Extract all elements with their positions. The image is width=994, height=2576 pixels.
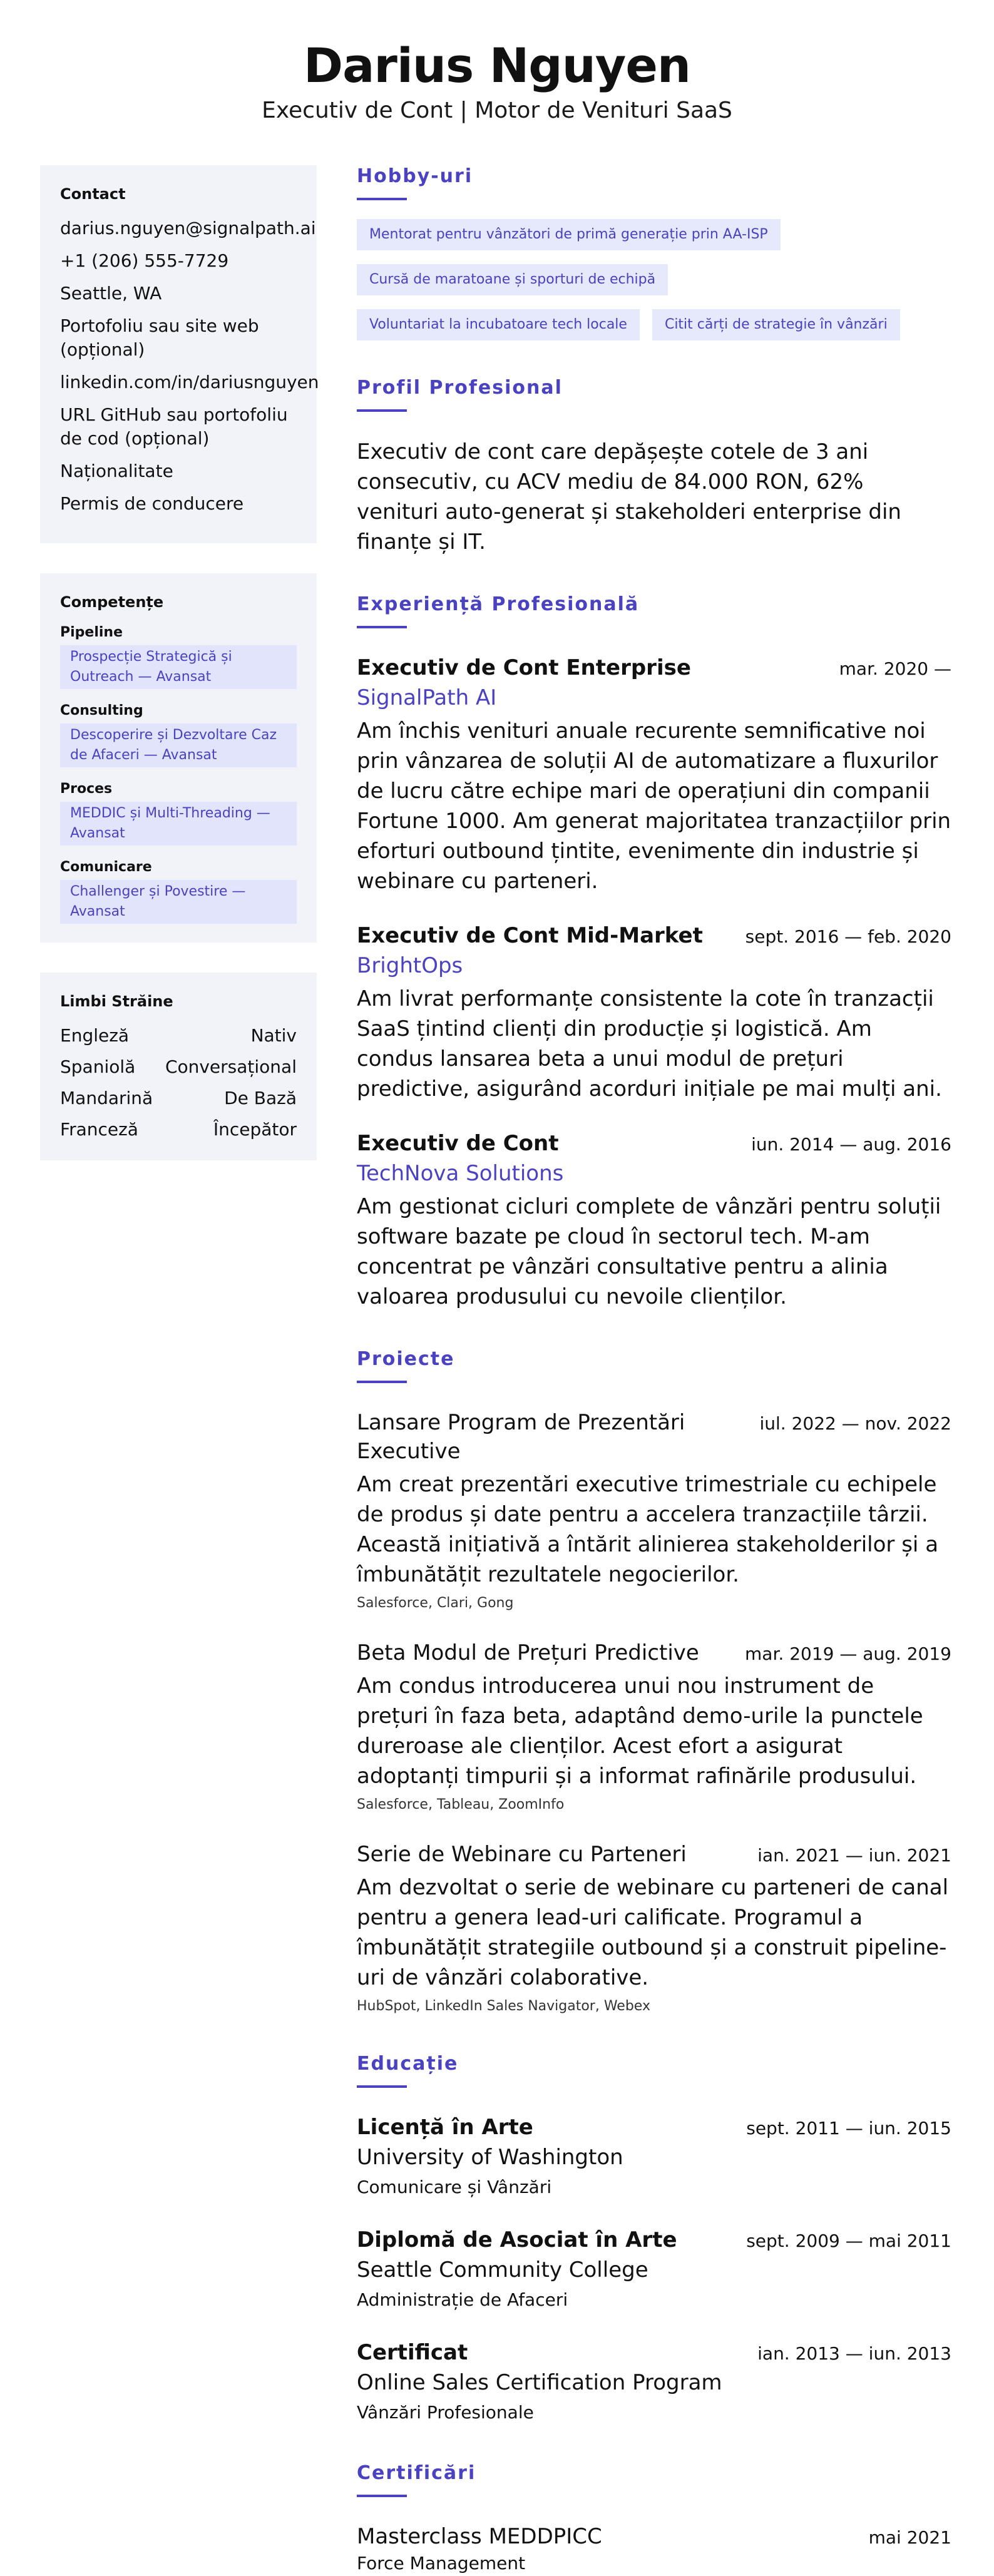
languages-title: Limbi Străine [60,993,173,1010]
language-level: Conversațional [165,1056,297,1077]
project-entry [357,1638,951,1815]
project-entry [357,1408,951,1613]
language-level: De Bază [224,1088,297,1108]
sidebar [40,165,317,1190]
language-name: Spaniolă [60,1056,136,1077]
project-dates: mar. 2019 — aug. 2019 [745,1643,951,1664]
contact-nationality: Naționalitate [60,461,173,481]
hobby-chip: Citit cărți de strategie în vânzări [652,309,900,340]
resume-header [0,38,994,126]
section-title: Educație [357,2053,459,2075]
study-field: Vânzări Profesionale [357,2402,534,2423]
contact-box [40,165,317,543]
certification-date: mai 2021 [868,2527,951,2548]
project-dates: ian. 2021 — iun. 2021 [757,1845,951,1866]
entry-header [357,1638,951,1667]
contact-github[interactable]: URL GitHub sau portofoliu de cod (opțional) [60,404,288,449]
experience-section [357,592,951,1312]
headline: Executiv de Cont | Motor de Venituri SaaS [262,98,732,123]
job-description: Am livrat performanțe consistente la cote în tranzacții SaaS țintind clienți din producție și logistică. Am condus lansarea beta a unui modul de prețuri predictive, asigurând acorduri inițiale pe mai mulți ani. [357,986,942,1101]
hobby-chip: Voluntariat la incubatoare tech locale [357,309,640,340]
project-description: Am creat prezentări executive trimestriale cu echipele de produs și date pentru a accelera tranzacțiile târzii. Această inițiativă a întărit alinierea stakeholderilor și a îmbunătățit rezultatele negocierilor. [357,1472,939,1587]
project-tools: Salesforce, Clari, Gong [357,1595,514,1611]
study-field: Comunicare și Vânzări [357,2177,552,2197]
skill-group [60,703,297,767]
skill-group-name: Comunicare [60,859,152,875]
education-dates: sept. 2009 — mai 2011 [746,2231,951,2251]
degree-title: Licență în Arte [357,2115,533,2140]
entry-header [357,1840,951,1869]
skill-group-name: Proces [60,781,113,797]
company-name: BrightOps [357,953,463,978]
education-dates: sept. 2011 — iun. 2015 [746,2118,951,2139]
skill-group [60,781,297,846]
skill-group-name: Consulting [60,703,143,718]
project-tools: HubSpot, LinkedIn Sales Navigator, Webex [357,1998,650,2014]
languages-box [40,973,317,1160]
project-title: Beta Modul de Prețuri Predictive [357,1640,699,1665]
section-divider [357,409,407,412]
entry-header [357,1408,951,1466]
experience-entry [357,653,951,896]
education-entry [357,2113,951,2200]
section-title: Experiență Profesională [357,593,640,615]
experience-entry [357,1129,951,1312]
skill-group [60,625,297,689]
certification-issuer: Force Management [357,2553,526,2573]
language-row [60,1086,297,1110]
section-divider [357,2495,407,2497]
language-level: Nativ [250,1025,297,1046]
contact-driving-license: Permis de conducere [60,493,244,514]
project-tools: Salesforce, Tableau, ZoomInfo [357,1797,565,1812]
degree-title: Diplomă de Asociat în Arte [357,2227,677,2252]
contact-title: Contact [60,185,126,203]
language-name: Engleză [60,1025,130,1046]
skill-group-name: Pipeline [60,625,123,640]
education-dates: ian. 2013 — iun. 2013 [757,2343,951,2364]
school-name: Seattle Community College [357,2257,648,2282]
experience-entry [357,921,951,1104]
section-title: Profil Profesional [357,377,563,399]
language-row [60,1024,297,1048]
project-description: Am dezvoltat o serie de webinare cu parteneri de canal pentru a genera lead-uri calificate. Programul a îmbunătățit strategiile outbound și a construit pipeline-uri de vânzări colaborative. [357,1875,949,1990]
skills-box [40,573,317,943]
job-description: Am gestionat cicluri complete de vânzări pentru soluții software bazate pe cloud în sectorul tech. M-am concentrat pe vânzări consultative pentru a alinia valoarea produsului cu nevoile clienților. [357,1194,941,1309]
person-name: Darius Nguyen [303,38,690,93]
hobby-chip: Cursă de maratoane și sporturi de echipă [357,264,668,295]
entry-header [357,2113,951,2142]
company-name: TechNova Solutions [357,1161,564,1186]
skill-chip: Challenger și Povestire — Avansat [60,880,297,924]
certification-entry [357,2522,951,2576]
section-title: Certificări [357,2462,476,2484]
entry-header [357,2226,951,2254]
entry-header [357,653,951,682]
contact-email[interactable]: darius.nguyen@signalpath.ai [60,218,316,238]
project-dates: iul. 2022 — nov. 2022 [759,1413,951,1434]
profile-summary: Executiv de cont care depășește cotele de 3 ani consecutiv, cu ACV mediu de 84.000 RON, 62% venituri auto-generat și stakeholderi enterprise din finanțe și IT. [357,439,901,555]
entry-header [357,921,951,950]
project-entry [357,1840,951,2016]
contact-website[interactable]: Portofoliu sau site web (opțional) [60,315,259,360]
skills-title: Competențe [60,593,164,611]
company-name: SignalPath AI [357,685,497,710]
hobbies-section [357,164,951,340]
language-name: Franceză [60,1119,138,1140]
school-name: Online Sales Certification Program [357,2370,722,2395]
language-name: Mandarină [60,1088,153,1108]
project-title: Serie de Webinare cu Parteneri [357,1842,687,1867]
certification-name: Masterclass MEDDPICC [357,2524,602,2549]
entry-header [357,2522,951,2551]
job-dates: iun. 2014 — aug. 2016 [751,1134,951,1155]
certifications-section [357,2461,951,2576]
education-entry [357,2226,951,2313]
section-title: Hobby-uri [357,165,473,187]
section-divider [357,2085,407,2088]
job-title: Executiv de Cont Enterprise [357,655,691,680]
hobby-chip: Mentorat pentru vânzători de primă generație prin AA-ISP [357,219,781,250]
skill-chip: MEDDIC și Multi-Threading — Avansat [60,802,297,846]
education-section [357,2052,951,2426]
degree-title: Certificat [357,2340,468,2365]
project-title: Lansare Program de Prezentări Executive [357,1410,685,1464]
section-divider [357,1381,407,1383]
education-entry [357,2338,951,2426]
skill-group [60,859,297,924]
entry-header [357,2338,951,2367]
job-dates: mar. 2020 — [839,658,951,679]
school-name: University of Washington [357,2145,623,2170]
job-dates: sept. 2016 — feb. 2020 [745,926,951,947]
hobby-list [357,219,951,340]
skill-chip: Prospecție Strategică și Outreach — Avansat [60,645,297,689]
language-row [60,1055,297,1079]
language-row [60,1118,297,1142]
job-title: Executiv de Cont Mid-Market [357,923,703,948]
main-column [357,164,951,2576]
profile-section [357,376,951,557]
study-field: Administrație de Afaceri [357,2289,568,2310]
section-divider [357,626,407,628]
projects-section [357,1347,951,2016]
job-title: Executiv de Cont [357,1131,559,1156]
section-title: Proiecte [357,1348,455,1370]
skill-chip: Descoperire și Dezvoltare Caz de Afaceri — Avansat [60,723,297,767]
language-level: Începător [213,1119,297,1140]
entry-header [357,1129,951,1158]
job-description: Am închis venituri anuale recurente semnificative noi prin vânzarea de soluții AI de automatizare a fluxurilor de lucru către echipe mari de operațiuni din companii Fortune 1000. Am generat majoritatea tranzacțiilor prin eforturi outbound țintite, evenimente din industrie și webinare cu parteneri. [357,718,951,894]
section-divider [357,198,407,200]
contact-phone[interactable]: +1 (206) 555-7729 [60,250,229,271]
contact-linkedin[interactable]: linkedin.com/in/dariusnguyen [60,372,319,392]
contact-location: Seattle, WA [60,283,162,304]
project-description: Am condus introducerea unui nou instrument de prețuri în faza beta, adaptând demo-urile la punctele dureroase ale clienților. Acest efort a asigurat adoptanți timpurii și a informat rafinările produsului. [357,1674,923,1789]
